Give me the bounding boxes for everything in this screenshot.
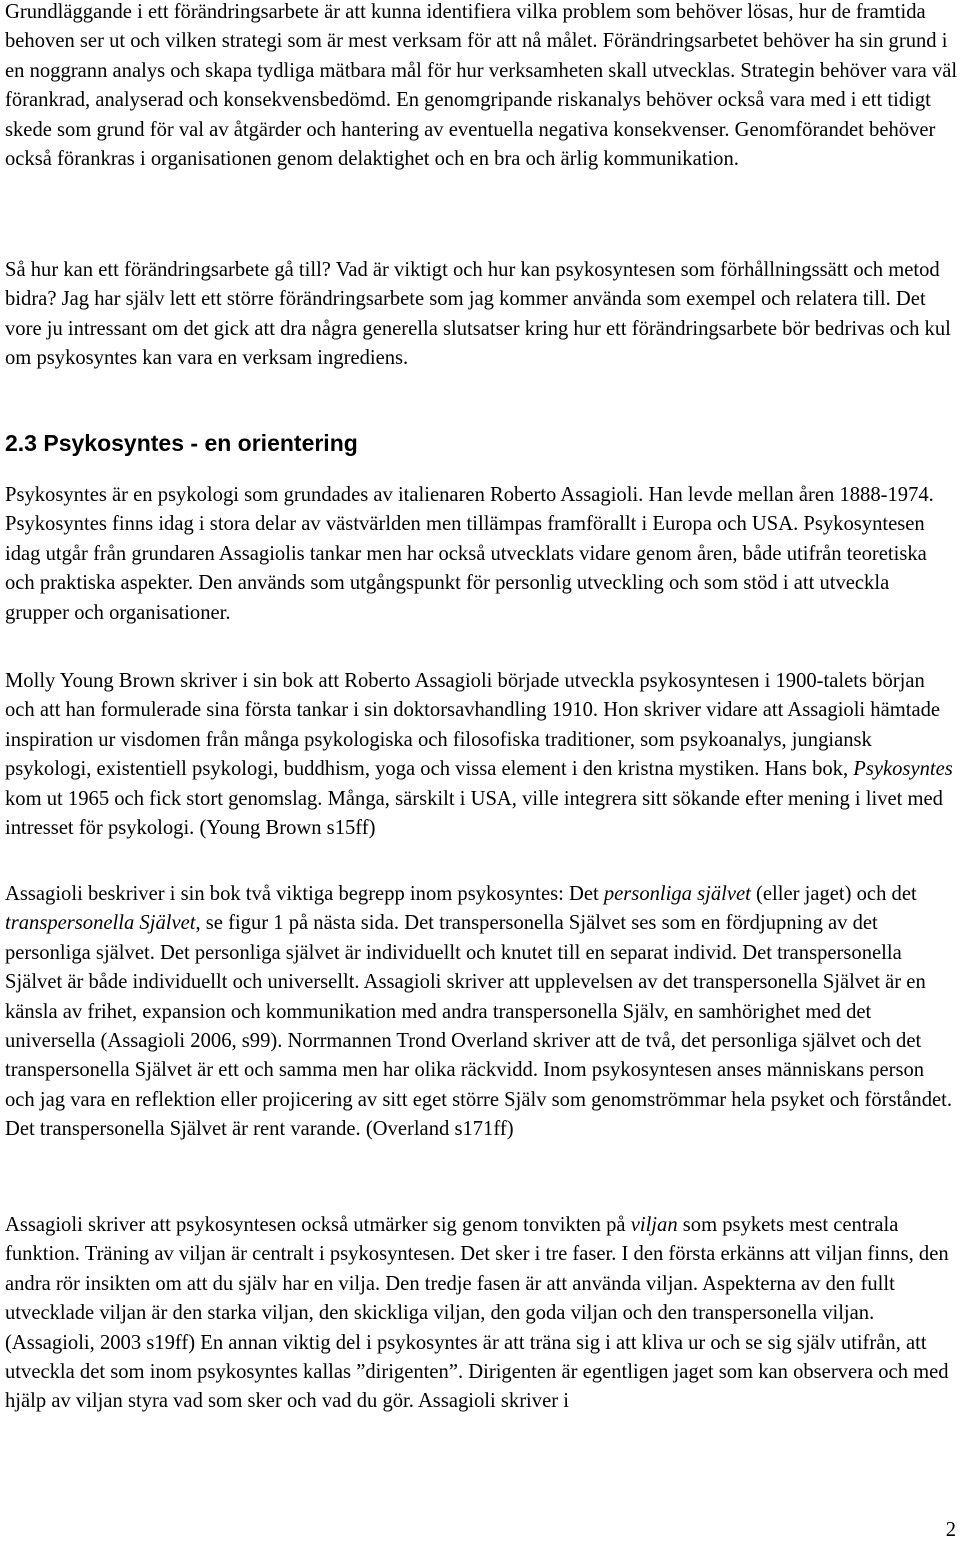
paragraph-4-text-b: kom ut 1965 och fick stort genomslag. Många, särskilt i USA, ville integrera sitt sökande efter mening i livet med intresset för psykologi. (Young Brown s15ff): [5, 787, 943, 840]
body-paragraph-1: Grundläggande i ett förändringsarbete är att kunna identifiera vilka problem som behöver lösas, hur de framtida behoven ser ut och vilken strategi som är mest verksam för att nå målet. Förändringsarbetet behöver ha sin grund i en noggrann analys och skapa tydliga mätbara mål för hur verksamheten skall utvecklas. Strategin behöver vara väl förankrad, analyserad och konsekvensbedömd. En genomgripande riskanalys behöver också vara med i ett tidigt skede som grund för val av åtgärder och hantering av eventuella negativa konsekvenser. Genomförandet behöver också förankras i organisationen genom delaktighet och en bra och ärlig kommunikation.: [5, 1, 958, 171]
term-transpersonal-self: transpersonella Självet: [5, 912, 196, 935]
paragraph-6-text-a: Assagioli skriver att psykosyntesen också utmärker sig genom tonvikten på: [5, 1214, 631, 1236]
term-personal-self: personliga självet: [603, 883, 751, 905]
body-paragraph-5: [5, 880, 958, 1145]
body-paragraph-4: [5, 667, 958, 843]
section-heading: 2.3 Psykosyntes - en orientering: [5, 430, 358, 456]
body-paragraph-6: [5, 1211, 958, 1417]
paragraph-6-text-b: som psykets mest centrala funktion. Träning av viljan är centralt i psykosyntesen. Det sker i tre faser. I den första erkänns att viljan finns, den andra rör insikten om att du själv har en vilja. Den tredje fasen är att använda viljan. Aspekterna av den fullt utvecklade viljan är den starka viljan, den skickliga viljan, den goda viljan och den transpersonella viljan. (Assagioli, 2003 s19ff) En annan viktig del i psykosyntes är att träna sig i att kliva ur och se sig själv utifrån, att utveckla det som inom psykosyntes kallas ”dirigenten”. Dirigenten är egentligen jaget som kan observera och med hjälp av viljan styra vad som sker och vad du gör. Assagioli skriver i: [5, 1214, 949, 1413]
paragraph-5-text-a: Assagioli beskriver i sin bok två viktiga begrepp inom psykosyntes: Det: [5, 883, 604, 905]
term-will: viljan: [630, 1214, 678, 1236]
paragraph-5-text-c: , se figur 1 på nästa sida. Det transpersonella Självet ses som en fördjupning av det personliga självet. Det personliga självet är individuellt och knutet till en separat individ. Det transpersonella Självet är både individuellt och universellt. Assagioli skriver att upplevelsen av det transpersonella Självet är en känsla av frihet, expansion och kommunikation med andra transpersonella Själv, en samhörighet med det universella (Assagioli 2006, s99). Norrmannen Trond Overland skriver att de två, det personliga självet och det transpersonella Självet är ett och samma men har olika räckvidd. Inom psykosyntesen anses människans person och jag vara en reflektion eller projicering av sitt eget större Själv som genomströmmar hela psyket och förståndet. Det transpersonella Självet är rent varande. (Overland s171ff): [5, 912, 953, 1141]
page-number: 2: [945, 1519, 956, 1541]
body-paragraph-2: Så hur kan ett förändringsarbete gå till? Vad är viktigt och hur kan psykosyntesen som förhållningssätt och metod bidra? Jag har själv lett ett större förändringsarbete som jag kommer använda som exempel och relatera till. Det vore ju intressant om det gick att dra några generella slutsatser kring hur ett förändringsarbete bör bedrivas och kul om psykosyntes kan vara en verksam ingrediens.: [5, 259, 951, 370]
paragraph-5-text-b: (eller jaget) och det: [750, 883, 917, 905]
book-title: Psykosyntes: [853, 758, 953, 781]
paragraph-4-text-a: Molly Young Brown skriver i sin bok att Roberto Assagioli började utveckla psykosyntesen i 1900-talets början och att han formulerade sina första tankar i sin doktorsavhandling 1910. Hon skriver vidare att Assagioli hämtade inspiration ur visdomen från många psykologiska och filosofiska traditioner, som psykoanalys, jungiansk psykologi, existentiell psykologi, buddhism, yoga och vissa element i den kristna mystiken. Hans bok,: [5, 670, 941, 781]
body-paragraph-3: Psykosyntes är en psykologi som grundades av italienaren Roberto Assagioli. Han levde mellan åren 1888-1974. Psykosyntes finns idag i stora delar av västvärlden men tillämpas framförallt i Europa och USA. Psykosyntesen idag utgår från grundaren Assagiolis tankar men har också utvecklats vidare genom åren, både utifrån teoretiska och praktiska aspekter. Den används som utgångspunkt för personlig utveckling och som stöd i att utveckla grupper och organisationer.: [5, 484, 934, 624]
